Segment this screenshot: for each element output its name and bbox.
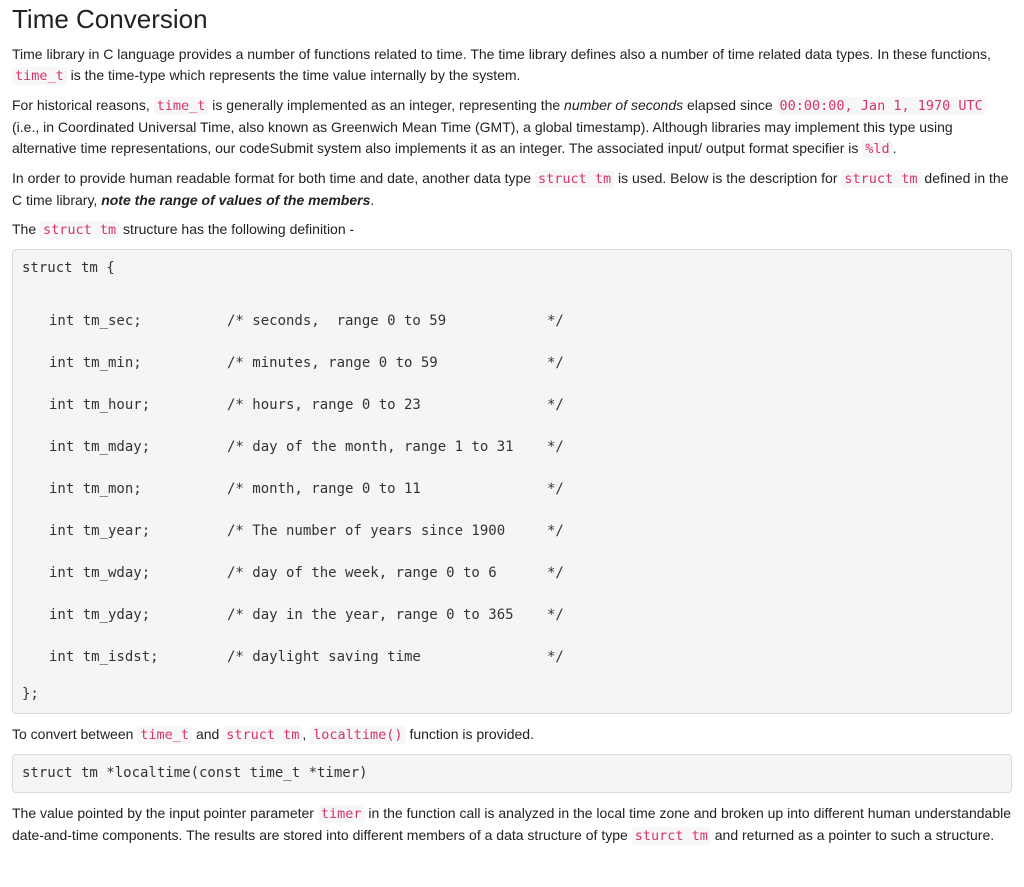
- bold-emphasis: note the range of values of the members: [101, 192, 371, 208]
- text: (i.e., in Coordinated Universal Time, also known as Greenwich Mean Time (GMT), a global timestamp). Although libraries may implement this type using alternative time representations, our codeSubmit system also implements it as an integer. The associated input/ output format specifier is: [12, 119, 953, 156]
- inline-code: localtime(): [310, 726, 405, 744]
- text: Time library in C language provides a number of functions related to time. The time library defines also a number of time related data types. In these functions,: [12, 46, 991, 62]
- member-comment: /* seconds, range 0 to 59: [227, 312, 447, 329]
- member-comment: /* hours, range 0 to 23: [227, 396, 421, 413]
- paragraph-struct-intro: [12, 168, 1012, 211]
- struct-member: [22, 636, 1002, 678]
- text: function is provided.: [405, 726, 534, 742]
- paragraph-intro: [12, 44, 1012, 87]
- comment-end: */: [547, 480, 564, 497]
- member-declaration: int tm_mday;: [49, 438, 151, 455]
- emphasis: number of seconds: [564, 97, 684, 113]
- comment-end: */: [547, 648, 564, 665]
- paragraph-localtime-desc: [12, 803, 1012, 847]
- paragraph-definition: [12, 219, 1012, 241]
- inline-code: struct tm: [223, 726, 302, 744]
- member-declaration: int tm_year;: [49, 522, 151, 539]
- member-declaration: int tm_min;: [49, 354, 142, 371]
- paragraph-history: [12, 95, 1012, 160]
- paragraph-convert: [12, 724, 1012, 746]
- member-comment: /* day of the month, range 1 to 31: [227, 438, 514, 455]
- struct-member: [22, 426, 1002, 468]
- comment-end: */: [547, 312, 564, 329]
- page-title: Time Conversion: [12, 4, 208, 34]
- comment-end: */: [547, 396, 564, 413]
- struct-member: [22, 300, 1002, 342]
- text: and: [192, 726, 224, 742]
- comment-end: */: [547, 354, 564, 371]
- struct-member: [22, 594, 1002, 636]
- member-declaration: int tm_hour;: [49, 396, 151, 413]
- member-declaration: int tm_wday;: [49, 564, 151, 581]
- inline-code: struct tm: [40, 221, 119, 239]
- struct-member: [22, 552, 1002, 594]
- struct-member: [22, 468, 1002, 510]
- comment-end: */: [547, 606, 564, 623]
- localtime-code-block: struct tm *localtime(const time_t *timer): [12, 754, 1012, 793]
- text: in the function call is analyzed in the local time zone and broken up into different human understandable date-and-time components. The results are stored into different members of a data structure of type: [12, 805, 1012, 843]
- struct-member: [22, 510, 1002, 552]
- inline-code: timer: [318, 805, 365, 823]
- text: .: [892, 140, 897, 156]
- text: structure has the following definition -: [119, 221, 355, 237]
- text: In order to provide human readable format for both time and date, another data type: [12, 170, 535, 186]
- struct-close: };: [22, 686, 39, 702]
- text: elapsed since: [683, 97, 777, 113]
- inline-code: sturct tm: [632, 827, 711, 845]
- text: is used. Below is the description for: [614, 170, 842, 186]
- member-comment: /* month, range 0 to 11: [227, 480, 421, 497]
- text: To convert between: [12, 726, 138, 742]
- text: is the time-type which represents the time value internally by the system.: [66, 67, 521, 83]
- comment-end: */: [547, 438, 564, 455]
- struct-open: struct tm {: [22, 260, 115, 276]
- member-comment: /* day in the year, range 0 to 365: [227, 606, 514, 623]
- member-comment: /* minutes, range 0 to 59: [227, 354, 438, 371]
- inline-code: struct tm: [535, 170, 614, 188]
- inline-code: time_t: [154, 97, 209, 115]
- inline-code: time_t: [137, 726, 192, 744]
- member-declaration: int tm_yday;: [49, 606, 151, 623]
- inline-code: %ld: [862, 140, 892, 158]
- member-declaration: int tm_isdst;: [49, 648, 159, 665]
- member-declaration: int tm_sec;: [49, 312, 142, 329]
- text: .: [370, 192, 375, 208]
- text: The value pointed by the input pointer parameter: [12, 805, 318, 821]
- inline-code: 00:00:00, Jan 1, 1970 UTC: [777, 97, 986, 115]
- struct-tm-code-block: [12, 249, 1012, 714]
- struct-member: [22, 342, 1002, 384]
- member-comment: /* day of the week, range 0 to 6: [227, 564, 497, 581]
- text: For historical reasons,: [12, 97, 154, 113]
- comment-end: */: [547, 522, 564, 539]
- text: and returned as a pointer to such a structure.: [710, 827, 995, 843]
- text: ,: [302, 726, 311, 742]
- member-comment: /* daylight saving time: [227, 648, 421, 665]
- text: defined in the C time library,: [12, 170, 1009, 208]
- member-comment: /* The number of years since 1900: [227, 522, 506, 539]
- text: The: [12, 221, 41, 237]
- inline-code: time_t: [12, 67, 67, 85]
- member-declaration: int tm_mon;: [49, 480, 142, 497]
- struct-member: [22, 384, 1002, 426]
- inline-code: struct tm: [841, 170, 920, 188]
- comment-end: */: [547, 564, 564, 581]
- text: is generally implemented as an integer, representing the: [208, 97, 565, 113]
